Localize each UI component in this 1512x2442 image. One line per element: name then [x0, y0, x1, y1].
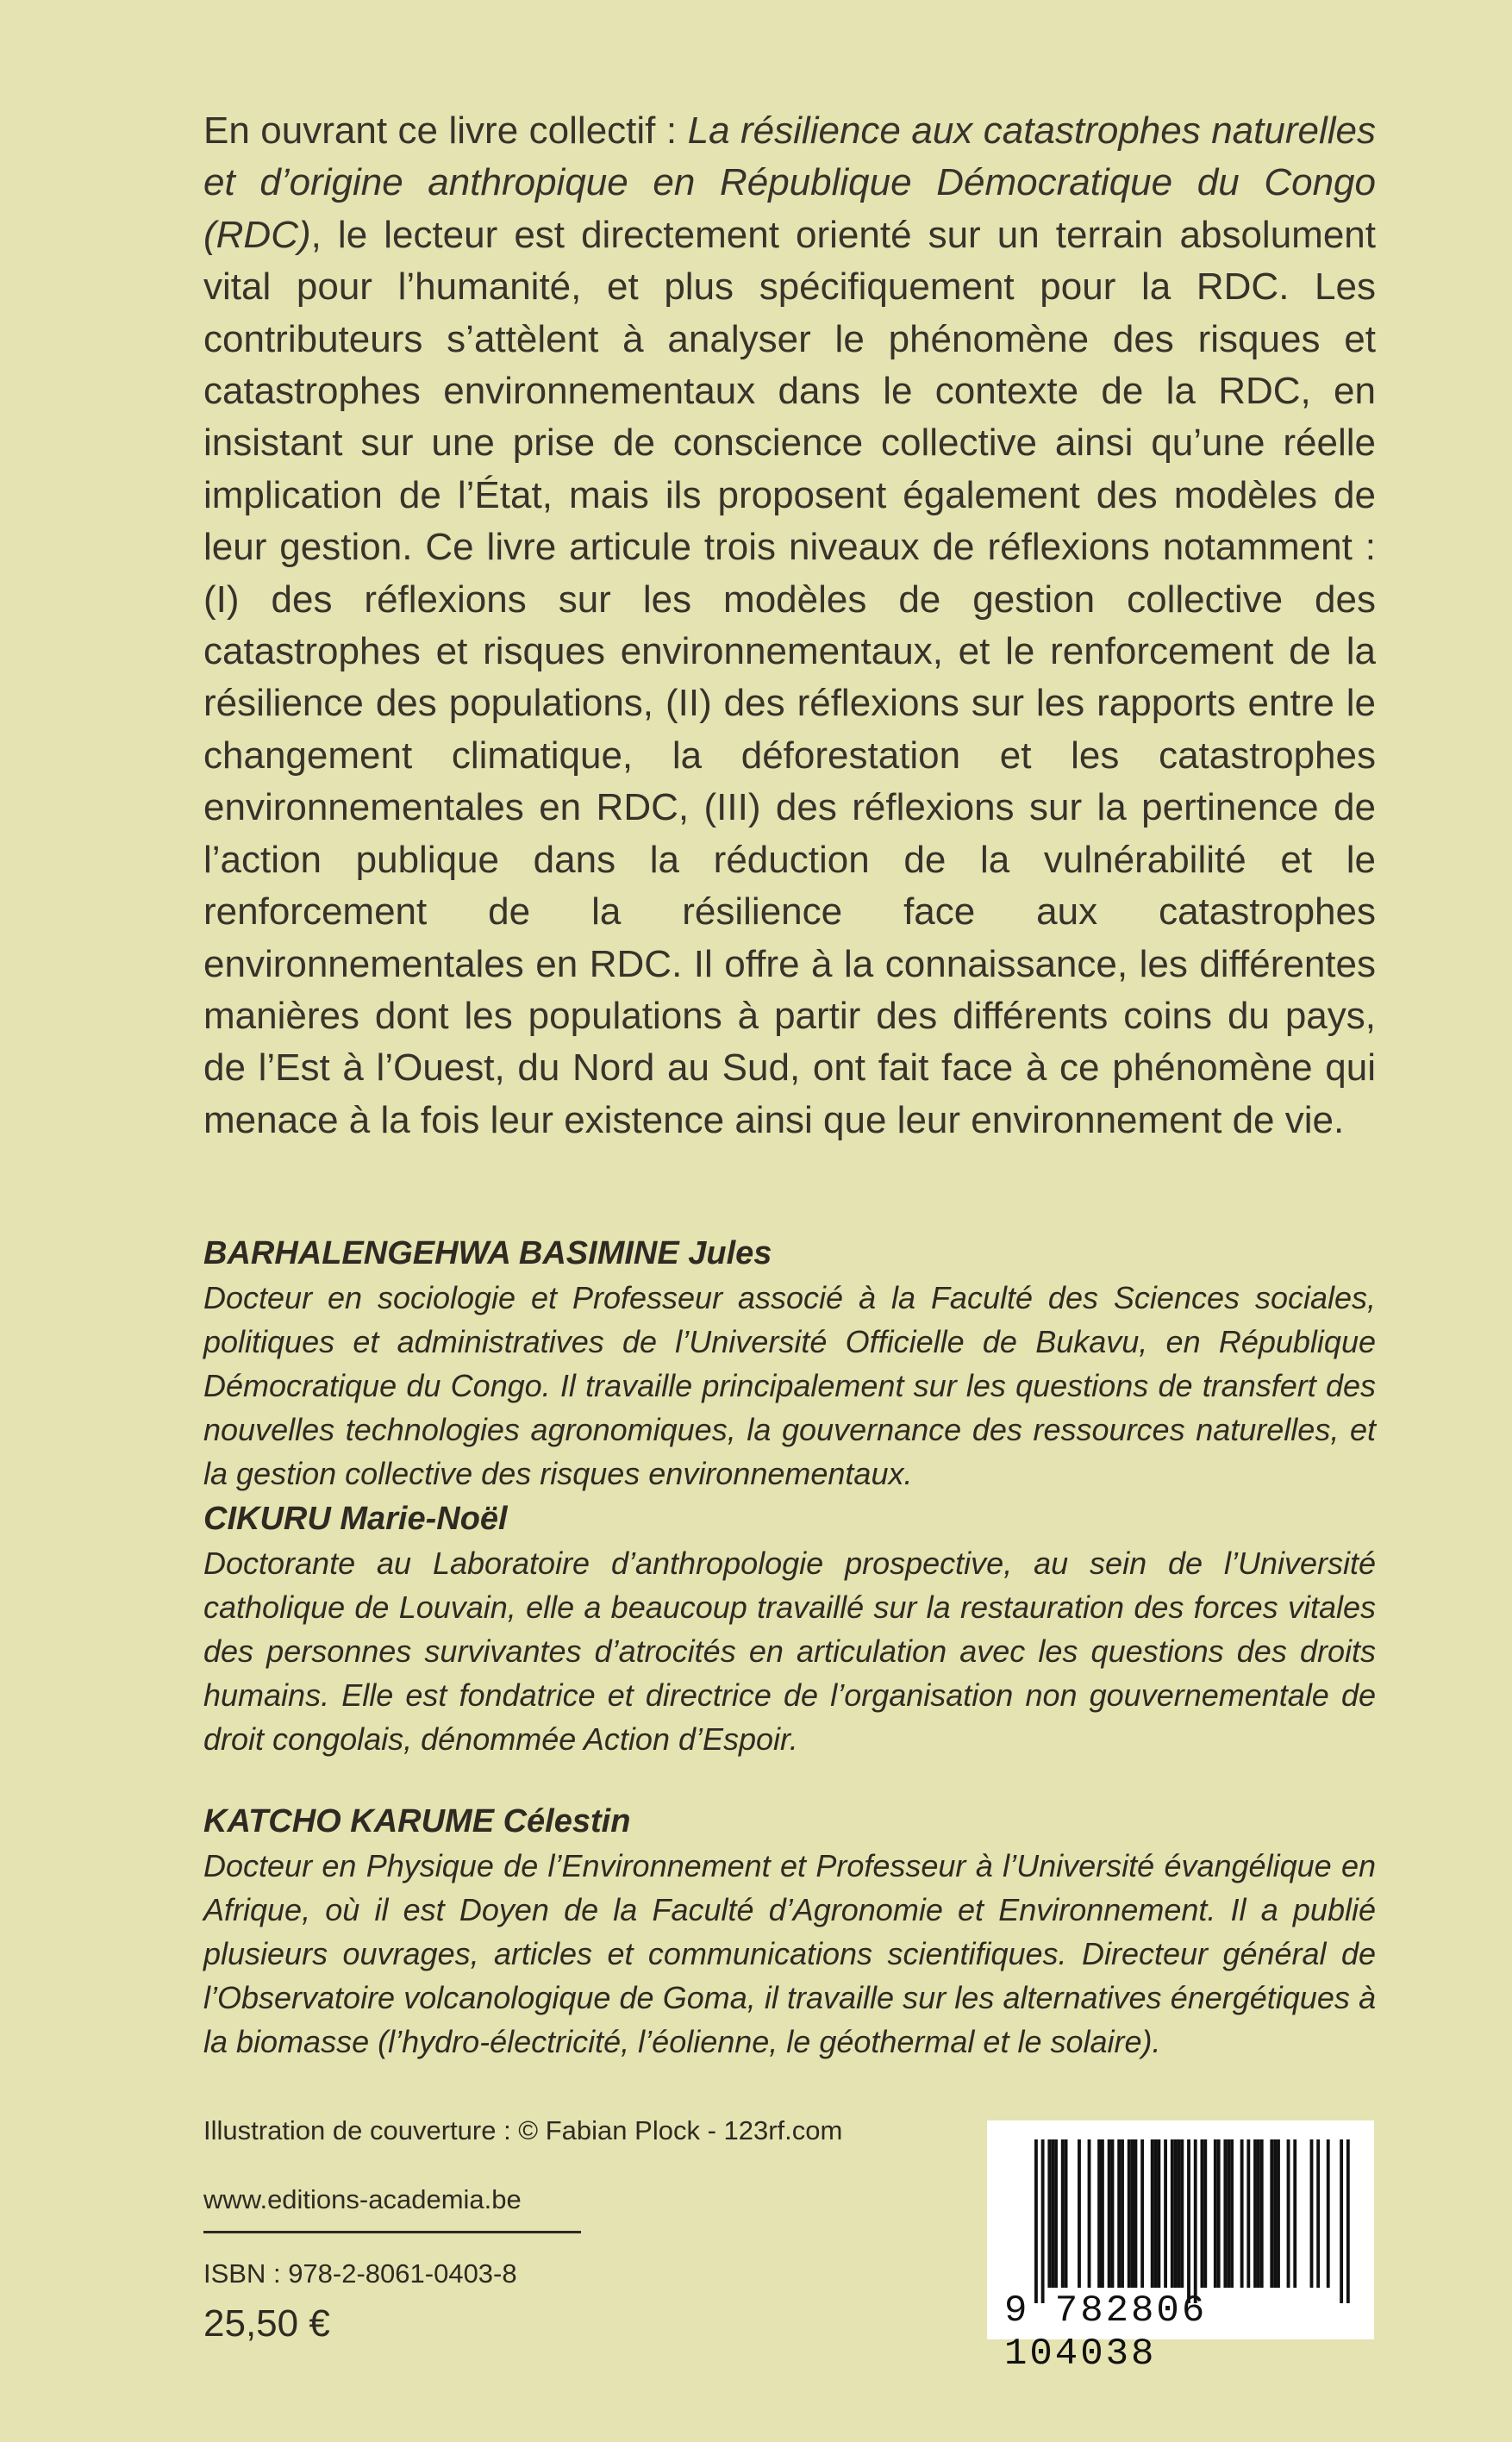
- barcode-bar: [1140, 2139, 1144, 2288]
- barcode-bar: [1157, 2139, 1160, 2288]
- barcode-bar: [1260, 2139, 1264, 2288]
- blurb-body: , le lecteur est directement orienté sur un terrain absolument vital pour l’humanité, et plus spécifiquement pour la RDC. Les contributeurs s’attèlent à analyser le phénomène des risques et catastrophes environnementaux dans le contexte de la RDC, en insistant sur une prise de conscience collective ainsi qu’une réelle implication de l’État, mais ils proposent également des modèles de leur gestion. Ce livre articule trois niveaux de réflexions notamment : (I) des réflexions sur les modèles de gestion collective des catastrophes et risques environnementaux, et le renforcement de la résilience des populations, (II) des réflexions sur les rapports entre le changement climatique, la déforestation et les catastrophes environnementales en RDC, (III) des réflexions sur la pertinence de l’action publique dans la réduction de la vulnérabilité et le renforcement de la résilience face aux catastrophes environnementales en RDC. Il offre à la connaissance, les différentes manières dont les populations à partir des différents coins du pays, de l’Est à l’Ouest, du Nord au Sud, ont fait face à ce phénomène qui menace à la fois leur existence ainsi que leur environnement de vie.: [203, 213, 1376, 1141]
- publisher-website[interactable]: www.editions-academia.be: [203, 2184, 522, 2214]
- barcode-bar: [1240, 2139, 1244, 2288]
- barcode-bar: [1054, 2139, 1058, 2288]
- author-bio: Docteur en Physique de l’Environnement et Professeur à l’Université évangélique en Afrique, où il est Doyen de la Faculté d’Agronomie et Environnement. Il a publié plusieurs ouvrages, articles et communications scientifiques. Directeur général de l’Observatoire volcanologique de Goma, il travaille sur les alternatives énergétiques à la biomasse (l’hydro-électricité, l’éolienne, le géothermal et le solaire).: [203, 1848, 1376, 2059]
- barcode-bar: [1273, 2139, 1277, 2288]
- barcode-bar: [1117, 2139, 1121, 2288]
- barcode-bar: [1088, 2139, 1091, 2288]
- author-name: KATCHO KARUME Célestin: [203, 1803, 631, 1839]
- barcode-guard-bar: [1187, 2139, 1190, 2303]
- barcode-bar: [1164, 2139, 1167, 2288]
- barcode-bar: [1253, 2139, 1257, 2288]
- author-bio: Docteur en sociologie et Professeur associé à la Faculté des Sciences sociales, politiques et administratives de l’Université Officielle de Bukavu, en République Démocratique du Congo. Il travaille principalement sur les questions de transfert des nouvelles technologies agronomiques, la gouvernance des ressources naturelles, et la gestion collective des risques environnementaux.: [203, 1280, 1376, 1491]
- barcode-bar: [1327, 2139, 1330, 2288]
- barcode-bar: [1151, 2139, 1154, 2288]
- barcode-bar: [1128, 2139, 1131, 2288]
- barcode-bar: [1287, 2139, 1290, 2288]
- barcode-bar: [1065, 2139, 1068, 2288]
- barcode-bar: [1178, 2139, 1181, 2288]
- isbn: ISBN : 978-2-8061-0403-8: [203, 2258, 517, 2289]
- barcode-bar: [1203, 2139, 1207, 2288]
- barcode-bar: [1047, 2139, 1051, 2288]
- barcode-bar: [1310, 2139, 1314, 2288]
- barcode-bar: [1201, 2139, 1204, 2288]
- book-title: La résilience aux catastrophes naturelles et d’origine anthropique en République Démocratique du Congo (RDC): [203, 109, 1376, 256]
- barcode-guard-bar: [1340, 2139, 1343, 2303]
- blurb-intro: En ouvrant ce livre collectif :: [203, 109, 688, 152]
- barcode-bar: [1227, 2139, 1230, 2288]
- barcode-bar: [1293, 2139, 1296, 2288]
- barcode-bar: [1180, 2139, 1184, 2288]
- barcode-guard-bar: [1034, 2139, 1038, 2303]
- barcode-digits: 9 782806 104038: [1004, 2289, 1208, 2376]
- author-name: CIKURU Marie-Noël: [203, 1501, 508, 1537]
- barcode-bar: [1214, 2139, 1217, 2288]
- barcode-guard-bar: [1041, 2139, 1045, 2303]
- barcode-bar: [1277, 2139, 1280, 2288]
- author-name: BARHALENGEHWA BASIMINE Jules: [203, 1235, 772, 1271]
- barcode-bar: [1316, 2139, 1320, 2288]
- barcode-bar: [1246, 2139, 1250, 2288]
- barcode-bar: [1230, 2139, 1234, 2288]
- barcode: [987, 2120, 1374, 2376]
- barcode-guard-bar: [1346, 2139, 1350, 2303]
- barcode-bar: [1078, 2139, 1081, 2288]
- author-block-3: [203, 1799, 1376, 2064]
- author-bio: Doctorante au Laboratoire d’anthropologie prospective, au sein de l’Université catholique de Louvain, elle a beaucoup travaillé sur la restauration des forces vitales des personnes survivantes d’atrocités en articulation avec les questions des droits humains. Elle est fondatrice et directrice de l’organisation non gouvernementale de droit congolais, dénommée Action d’Espoir.: [203, 1546, 1376, 1757]
- barcode-bar: [1217, 2139, 1221, 2288]
- cover-illustration-credit: Illustration de couverture : © Fabian Plock - 123rf.com: [203, 2115, 843, 2145]
- barcode-bar: [1108, 2139, 1111, 2288]
- barcode-bar: [1051, 2139, 1054, 2288]
- website-underline: [203, 2231, 581, 2233]
- barcode-bar: [1111, 2139, 1115, 2288]
- barcode-bar: [1257, 2139, 1260, 2288]
- barcode-bar: [1131, 2139, 1134, 2288]
- barcode-bar: [1097, 2139, 1101, 2288]
- barcode-bar: [1154, 2139, 1158, 2288]
- author-block-2: [203, 1496, 1376, 1761]
- barcode-bar: [1121, 2139, 1124, 2288]
- barcode-bar: [1223, 2139, 1227, 2288]
- barcode-bar: [1134, 2139, 1138, 2288]
- barcode-bar: [1270, 2139, 1273, 2288]
- author-block-1: [203, 1231, 1376, 1496]
- barcode-bar: [1061, 2139, 1065, 2288]
- price: 25,50 €: [203, 2302, 330, 2345]
- barcode-bar: [1174, 2139, 1178, 2288]
- blurb-paragraph: [203, 105, 1376, 1146]
- barcode-bar: [1101, 2139, 1104, 2288]
- barcode-guard-bar: [1194, 2139, 1197, 2303]
- barcode-bar: [1171, 2139, 1174, 2288]
